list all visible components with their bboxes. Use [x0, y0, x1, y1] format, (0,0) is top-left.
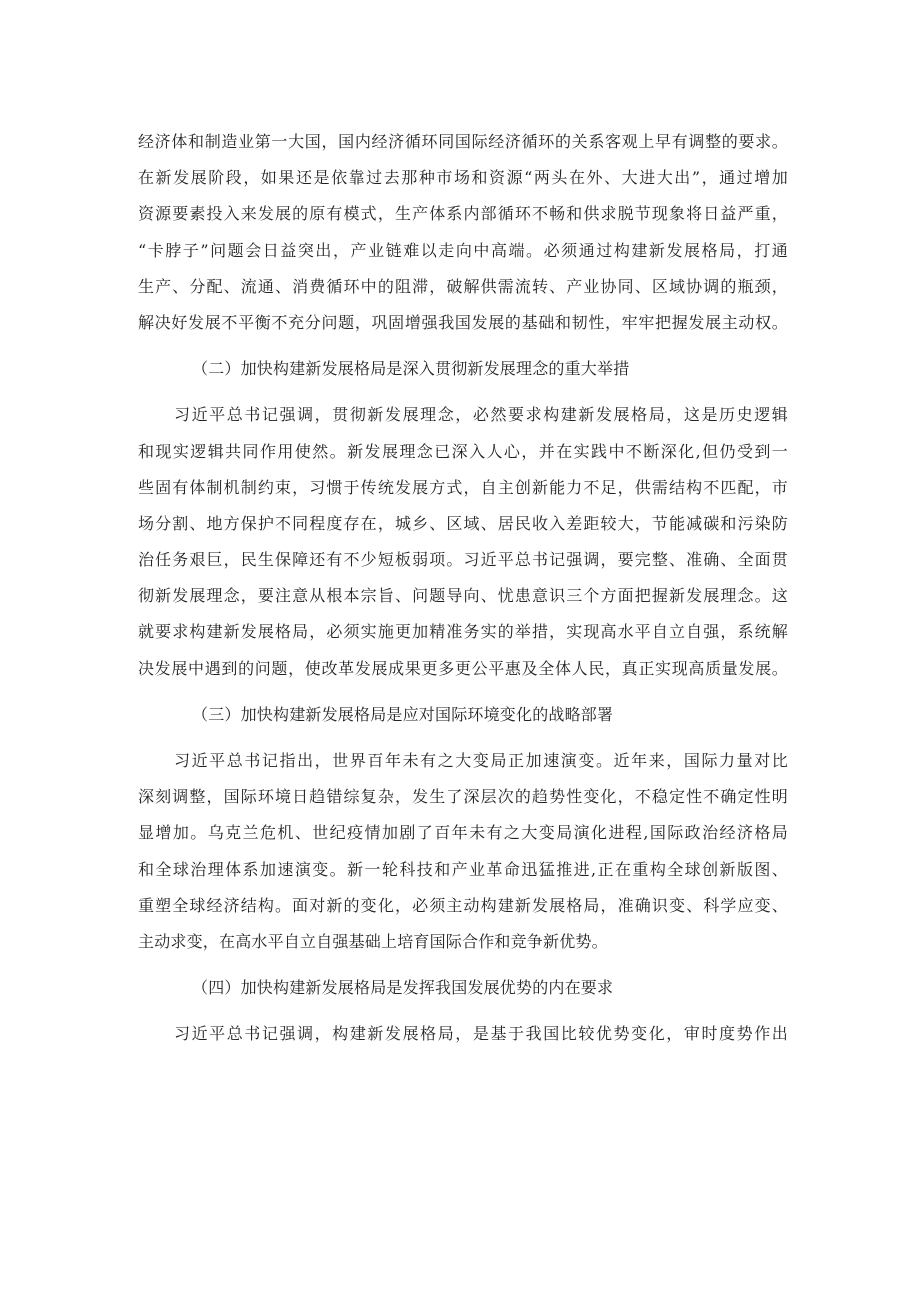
- paragraph-gap: [138, 387, 788, 397]
- text-line: 重塑全球经济结构。面对新的变化，必须主动构建新发展格局，准确识变、科学应变、: [138, 895, 788, 915]
- text-line: 显增加。乌克兰危机、世纪疫情加剧了百年未有之大变局演化进程,国际政治经济格局: [138, 823, 788, 843]
- text-line: 彻新发展理念，要注意从根本宗旨、问题导向、忧患意识三个方面把握新发展理念。这: [138, 586, 788, 606]
- text-line: 和全球治理体系加速演变。新一轮科技和产业革命迅猛推进,正在重构全球创新版图、: [138, 859, 788, 879]
- text-line: 经济体和制造业第一大国，国内经济循环同国际经济循环的关系客观上早有调整的要求。: [138, 132, 788, 151]
- text-line: 和现实逻辑共同作用使然。新发展理念已深入人心，并在实践中不断深化,但仍受到一: [138, 441, 788, 461]
- section-heading-4: （四）加快构建新发展格局是发挥我国发展优势的内在要求: [192, 978, 614, 998]
- section-heading-3: （三）加快构建新发展格局是应对国际环境变化的战略部署: [192, 704, 614, 724]
- text-line: 就要求构建新发展格局，必须实施更加精准务实的举措，实现高水平自立自强，系统解: [138, 622, 788, 642]
- text-line: 解决好发展不平衡不充分问题，巩固增强我国发展的基础和韧性，牢牢把握发展主动权。: [138, 312, 788, 332]
- text-line: 习近平总书记强调，贯彻新发展理念，必然要求构建新发展格局，这是历史逻辑: [174, 405, 788, 425]
- text-line: 场分割、地方保护不同程度存在，城乡、区域、居民收入差距较大，节能减碳和污染防: [138, 513, 788, 533]
- text-line: 治任务艰巨，民生保障还有不少短板弱项。习近平总书记强调，要完整、准确、全面贯: [138, 550, 788, 570]
- paragraph-gap: [138, 341, 788, 351]
- text-line: 深刻调整，国际环境日趋错综复杂，发生了深层次的趋势性变化，不稳定性不确定性明: [138, 787, 788, 807]
- document-body: [138, 124, 788, 1053]
- text-line: 习近平总书记指出，世界百年未有之大变局正加速演变。近年来，国际力量对比: [174, 751, 788, 770]
- paragraph-gap: [138, 687, 788, 697]
- paragraph-gap: [138, 1006, 788, 1016]
- text-line: “卡脖子”问题会日益突出，产业链难以走向中高端。必须通过构建新发展格局，打通: [138, 240, 788, 260]
- text-line: 决发展中遇到的问题，使改革发展成果更多更公平惠及全体人民，真正实现高质量发展。: [138, 658, 788, 678]
- paragraph-1: [138, 124, 788, 341]
- paragraph-gap: [138, 733, 788, 743]
- text-line: 习近平总书记强调，构建新发展格局，是基于我国比较优势变化，审时度势作出: [174, 1024, 788, 1044]
- text-line: 生产、分配、流通、消费循环中的阻滞，破解供需流转、产业协同、区域协调的瓶颈，: [138, 276, 788, 296]
- section-heading-2: （二）加快构建新发展格局是深入贯彻新发展理念的重大举措: [192, 359, 630, 379]
- text-line: 资源要素投入来发展的原有模式，生产体系内部循环不畅和供求脱节现象将日益严重，: [138, 204, 788, 224]
- paragraph-3: [138, 743, 788, 960]
- text-line: 在新发展阶段，如果还是依靠过去那种市场和资源“两头在外、大进大出”，通过增加: [138, 168, 788, 188]
- text-line: 些固有体制机制约束，习惯于传统发展方式，自主创新能力不足，供需结构不匹配，市: [138, 477, 788, 497]
- text-line: 主动求变，在高水平自立自强基础上培育国际合作和竞争新优势。: [138, 931, 608, 951]
- paragraph-4: [138, 1016, 788, 1052]
- paragraph-gap: [138, 960, 788, 970]
- paragraph-2: [138, 397, 788, 687]
